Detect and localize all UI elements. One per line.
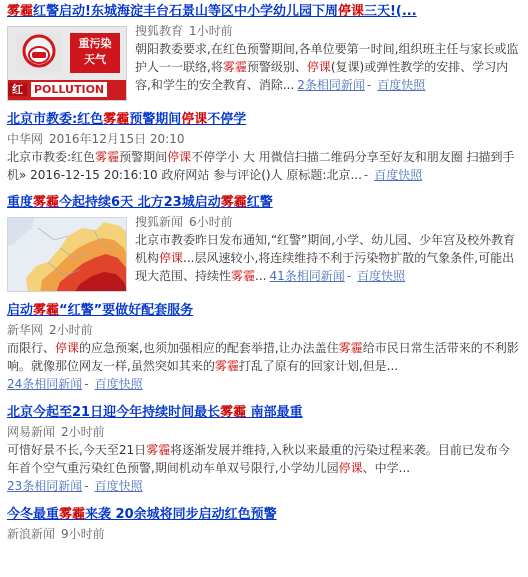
keyword-highlight: 雾霾 [220, 195, 247, 210]
related-news-link[interactable]: 24条相同新闻 [7, 377, 83, 391]
result-source: 新华网 [7, 323, 44, 337]
text-segment: 给市民日常生活带来的不利影响。就像那位网友一样,虽然突如其来的 [7, 341, 519, 373]
text-segment: 启动 [7, 303, 34, 318]
level-label: 红 [8, 83, 27, 96]
cache-link[interactable]: 百度快照 [357, 269, 406, 283]
keyword-highlight: 雾霾 [103, 112, 130, 127]
text-segment: 北京今起至21日迎今年持续时间最长 [7, 405, 221, 420]
text-segment: 预警期间 [129, 112, 182, 127]
related-news-link[interactable]: 2条相同新闻 [297, 78, 365, 92]
gas-mask-icon [16, 33, 62, 73]
news-result [7, 302, 520, 392]
result-snippet [7, 441, 520, 477]
text-segment: 朝阳教委要求,在红色预警期间,各单位要第一时间,组织班主任与家长或监护人一一联络,将 [135, 42, 519, 74]
cache-link[interactable]: 百度快照 [374, 168, 423, 182]
pollution-label: POLLUTION [31, 82, 107, 97]
text-segment: 北京市教委昨日发布通知,“红警”期间,小学、幼儿园、少年宫及校外教育机构 [135, 233, 516, 265]
keyword-highlight: 停课 [167, 150, 192, 164]
keyword-highlight: 停课 [306, 60, 331, 74]
result-source: 网易新闻 [7, 425, 56, 439]
text-segment: 可惜好景不长,今天至21日 [7, 443, 147, 457]
text-segment: (复课)或弹性教学的安排、学习内容,和学生的安全教育、消除... [135, 60, 509, 92]
keyword-highlight: 雾霾 [222, 60, 247, 74]
text-segment: 今起持续6天 北方23城启动 [59, 195, 221, 210]
cache-link[interactable]: 百度快照 [94, 377, 143, 391]
result-time: 2小时前 [49, 323, 93, 337]
keyword-highlight: 雾霾 [146, 443, 171, 457]
result-title-link[interactable] [7, 404, 520, 422]
text-segment: 、中学... [362, 461, 411, 475]
keyword-highlight: 停课 [337, 4, 364, 19]
text-segment: 打乱了原有的回家计划,但是... [238, 359, 399, 373]
news-result [7, 3, 520, 101]
keyword-highlight: 停课 [55, 341, 80, 355]
result-snippet [7, 339, 520, 375]
result-thumbnail[interactable] [7, 26, 127, 101]
result-links [7, 375, 520, 392]
keyword-highlight: 雾霾 [231, 269, 256, 283]
result-snippet [7, 148, 520, 184]
text-segment: “红警”要做好配套服务 [59, 303, 194, 318]
result-snippet [135, 40, 520, 94]
result-time: 6小时前 [189, 215, 233, 229]
result-title-link[interactable] [7, 302, 520, 320]
heavy-pollution-label [70, 33, 120, 73]
result-snippet [135, 231, 520, 285]
related-news-link[interactable]: 41条相同新闻 [269, 269, 345, 283]
text-segment: 红警 [246, 195, 273, 210]
keyword-highlight: 雾霾 [59, 507, 86, 522]
result-links [7, 477, 520, 494]
news-result [7, 404, 520, 494]
keyword-highlight: 停课 [159, 251, 184, 265]
text-segment: 来袭 20余城将同步启动红色预警 [85, 507, 277, 522]
text-segment: 南部最重 [246, 405, 303, 420]
result-source: 搜狐新闻 [135, 215, 184, 229]
smog-map-image [8, 218, 127, 292]
separator: - [366, 78, 372, 92]
text-segment: 而限行、 [7, 341, 56, 355]
result-meta [135, 23, 520, 40]
news-result [7, 111, 520, 184]
result-title-link[interactable] [7, 3, 520, 21]
result-meta [135, 214, 520, 231]
result-source: 搜狐教育 [135, 24, 184, 38]
result-meta [7, 322, 520, 339]
separator: - [346, 269, 352, 283]
related-news-link[interactable]: 23条相同新闻 [7, 479, 83, 493]
text-segment: 北京市教委:红色 [7, 150, 96, 164]
keyword-highlight: 雾霾 [214, 359, 239, 373]
cache-link[interactable]: 百度快照 [377, 78, 426, 92]
thumb-line1: 重污染 [78, 37, 112, 50]
result-meta [7, 131, 520, 148]
result-time: 2小时前 [61, 425, 105, 439]
result-thumbnail[interactable] [7, 217, 127, 292]
keyword-highlight: 停课 [181, 112, 208, 127]
thumb-line2: 天气 [84, 53, 106, 66]
result-time: 9小时前 [61, 527, 105, 541]
result-meta [7, 526, 520, 543]
news-result [7, 506, 520, 543]
keyword-highlight: 雾霾 [33, 303, 60, 318]
separator: - [84, 479, 89, 493]
keyword-highlight: 雾霾 [33, 195, 60, 210]
result-title-link[interactable] [7, 111, 520, 129]
text-segment: ... [255, 269, 267, 283]
text-segment: 预警期间 [119, 150, 168, 164]
text-segment: 将逐渐发展并维持,入秋以来最重的污染过程来袭。目前已发布今年首个空气重污染红色预警,期间机动车单双号限行,小学幼儿园 [7, 443, 510, 475]
text-segment: 预警级别、 [246, 60, 307, 74]
text-segment: ...层风速较小,将连续维持不利于污染物扩散的气象条件,可能出现大范围、持续性 [135, 251, 515, 283]
result-source: 中华网 [7, 132, 44, 146]
pollution-bar [8, 80, 126, 100]
news-result [7, 194, 520, 292]
text-segment: 三天!(... [363, 4, 417, 19]
text-segment: 不停学小 大 用微信扫描二维码分享至好友和朋友圈 扫描到手机» 2016-12-15 20:16:10 政府网站 参与评论()人 原标题:北京... [7, 150, 515, 182]
result-meta [7, 424, 520, 441]
separator: - [84, 377, 89, 391]
cache-link[interactable]: 百度快照 [94, 479, 143, 493]
result-title-link[interactable] [7, 506, 520, 524]
keyword-highlight: 雾霾 [220, 405, 247, 420]
text-segment: 重度 [7, 195, 34, 210]
text-segment: 不停学 [207, 112, 247, 127]
result-source: 新浪新闻 [7, 527, 56, 541]
text-segment: 红警启动!东城海淀丰台石景山等区中小学幼儿园下周 [33, 4, 338, 19]
keyword-highlight: 雾霾 [7, 4, 34, 19]
text-segment: 的应急预案,也须加强相应的配套举措,让办法盖住 [79, 341, 339, 355]
separator: - [363, 168, 369, 182]
keyword-highlight: 雾霾 [338, 341, 363, 355]
text-segment: 今冬最重 [7, 507, 60, 522]
result-title-link[interactable] [7, 194, 520, 212]
result-time: 2016年12月15日 20:10 [49, 132, 185, 146]
keyword-highlight: 雾霾 [95, 150, 120, 164]
result-time: 1小时前 [189, 24, 233, 38]
keyword-highlight: 停课 [338, 461, 363, 475]
text-segment: 北京市教委:红色 [7, 112, 104, 127]
